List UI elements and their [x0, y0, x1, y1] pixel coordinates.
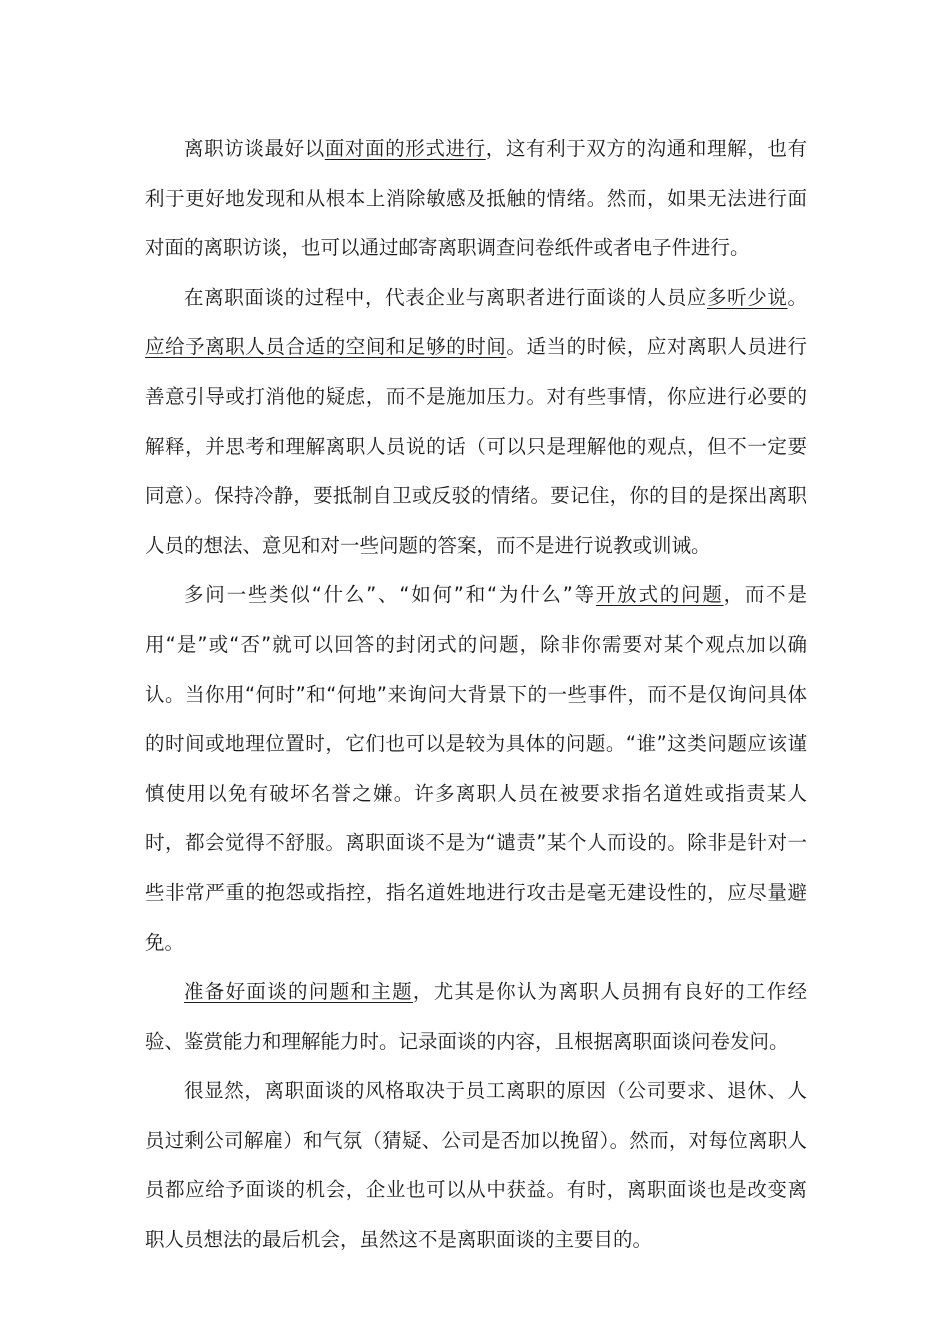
text-run: ，这有利于双方的沟通和理解，也有利于更好地发现和从根本上消除敏感及抵触的情绪。然而，如果无法进行面对面的离职访谈，也可以通过邮寄离职调查问卷纸件或者电子件进行。: [145, 137, 807, 260]
text-run: 离职访谈最好以: [184, 137, 325, 160]
text-run: 。: [787, 285, 807, 309]
underlined-phrase: 准备好面谈的问题和主题: [184, 980, 413, 1004]
paragraph-2: [145, 273, 807, 571]
underlined-phrase: 面对面的形式进行: [324, 137, 486, 160]
text-run: 很显然，离职面谈的风格取决于员工离职的原因（公司要求、退休、人员过剩公司解雇）和气氛（猜疑、公司是否加以挽留）。然而，对每位离职人员都应给予面谈的机会，企业也可以从中获益。有时，离职面谈也是改变离职人员想法的最后机会，虽然这不是离职面谈的主要目的。: [145, 1079, 807, 1252]
paragraph-1: [145, 124, 807, 273]
underlined-phrase: 多听少说: [707, 285, 788, 309]
underlined-phrase: 应给予离职人员合适的空间和足够的时间: [145, 335, 507, 359]
paragraph-4: [145, 967, 807, 1066]
document-body: [145, 124, 807, 1265]
underlined-phrase: 开放式的问题: [595, 583, 724, 607]
text-run: 在离职面谈的过程中，代表企业与离职者进行面谈的人员应: [184, 285, 707, 309]
paragraph-5: [145, 1066, 807, 1264]
text-run: ，尤其是你认为离职人员拥有良好的工作经验、鉴赏能力和理解能力时。记录面谈的内容，且根据离职面谈问卷发问。: [145, 980, 807, 1053]
text-run: ，而不是用“是”或“否”就可以回答的封闭式的问题，除非你需要对某个观点加以确认。当你用“何时”和“何地”来询问大背景下的一些事件，而不是仅询问具体的时间或地理位置时，它们也可以是较为具体的问题。“谁”这类问题应该谨慎使用以免有破坏名誉之嫌。许多离职人员在被要求指名道姓或指责某人时，都会觉得不舒服。离职面谈不是为“谴责”某个人而设的。除非是针对一些非常严重的抱怨或指控，指名道姓地进行攻击是毫无建设性的，应尽量避免。: [145, 583, 807, 954]
paragraph-3: [145, 570, 807, 967]
text-run: 多问一些类似“什么”、“如何”和“为什么”等: [184, 583, 596, 607]
text-run: 。适当的时候，应对离职人员进行善意引导或打消他的疑虑，而不是施加压力。对有些事情，你应进行必要的解释，并思考和理解离职人员说的话（可以只是理解他的观点，但不一定要同意）。保持冷静，要抵制自卫或反驳的情绪。要记住，你的目的是探出离职人员的想法、意见和对一些问题的答案，而不是进行说教或训诫。: [145, 335, 807, 557]
